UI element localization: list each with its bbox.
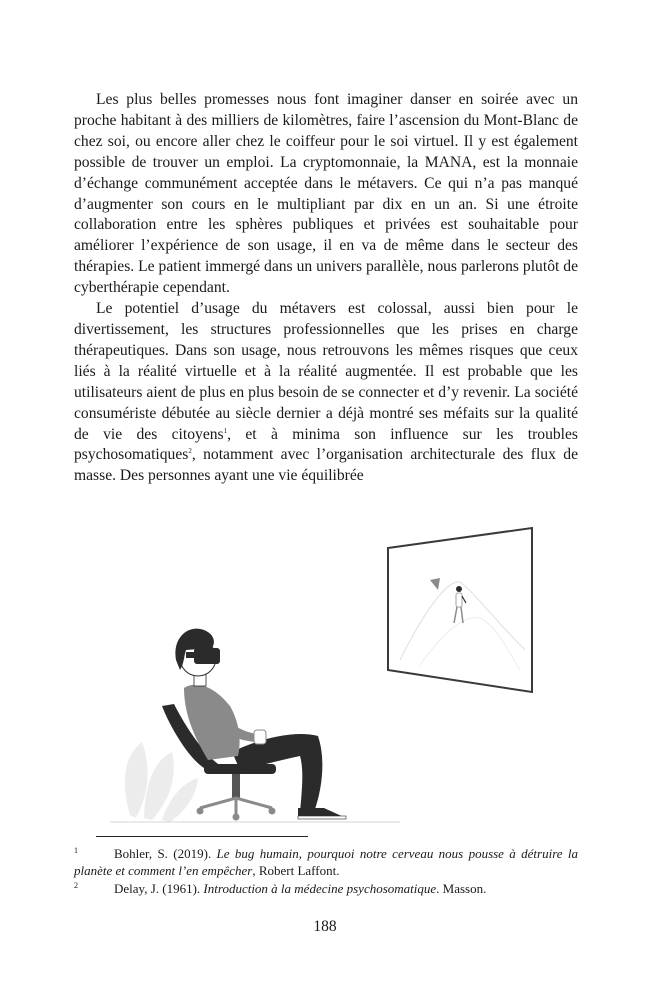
body-text bbox=[74, 90, 578, 487]
footnote-number: 1 bbox=[74, 846, 78, 855]
footnote-publisher: , Robert Laffont. bbox=[252, 862, 340, 878]
page-number: 188 bbox=[313, 918, 337, 935]
paragraph-1: Les plus belles promesses nous font imaginer danser en soirée avec un proche habitant à des milliers de kilomètres, faire l’ascension du Mont-Blanc de chez soi, ou encore aller chez le coiffeur pour le soi virtuel. Il y est également possible de trouver un emploi. La cryptomonnaie, la MANA, est la monnaie d’échange communément acceptée dans le métavers. Ce qui n’a pas manqué d’augmenter son cours en le multipliant par dix en un an. Si une étroite collaboration entre les sphères publiques et privées est souhaitable pour améliorer l’expérience de son usage, il en va de même dans le secteur des thérapies. Le patient immergé dans un univers parallèle, nous parlerons plutôt de cyberthérapie cependant. bbox=[74, 91, 578, 297]
projection-screen bbox=[388, 528, 532, 692]
footnote-author: Delay, J. (1961). bbox=[114, 881, 204, 896]
footnote-number: 2 bbox=[74, 881, 78, 890]
footnote-ref-1: 1 bbox=[223, 426, 228, 435]
footnote-ref-2: 2 bbox=[188, 447, 192, 456]
person-with-vr-headset bbox=[175, 629, 346, 819]
footnote-separator bbox=[96, 836, 308, 837]
footnote-book-title: Le bug humain, pourquoi notre cerveau nous pousse à détruire la planète et comment l’en empêcher bbox=[74, 846, 579, 878]
paragraph-2 bbox=[74, 299, 578, 487]
plant-leaves bbox=[125, 742, 198, 822]
vr-user-illustration bbox=[100, 520, 570, 830]
footnote-1 bbox=[74, 846, 578, 879]
paragraph-2-part-c: , notamment avec l’organisation architecturale des flux de masse. Des personnes ayant une vie équilibrée bbox=[74, 446, 578, 485]
footnote-book-title: Introduction à la médecine psychosomatique bbox=[203, 881, 437, 896]
footnote-author: Bohler, S. (2019). bbox=[114, 846, 217, 861]
footnote-2 bbox=[74, 881, 578, 898]
paragraph-2-part-b: , et à minima son influence sur les troubles psychosomatiques bbox=[74, 425, 578, 464]
footnote-publisher: . Masson. bbox=[436, 881, 487, 896]
footnotes bbox=[74, 846, 578, 900]
paragraph-2-part-a: Le potentiel d’usage du métavers est colossal, aussi bien pour le divertissement, les structures professionnelles que les prises en charge thérapeutiques. Dans son usage, nous retrouvons les mêmes risques que ceux liés à la réalité virtuelle et à la réalité augmentée. Il est probable que les utilisateurs aient de plus en plus besoin de se connecter et d’y revenir. La société consumériste débutée au siècle dernier a déjà montré ses méfaits sur la qualité de vie des citoyens bbox=[74, 300, 578, 443]
